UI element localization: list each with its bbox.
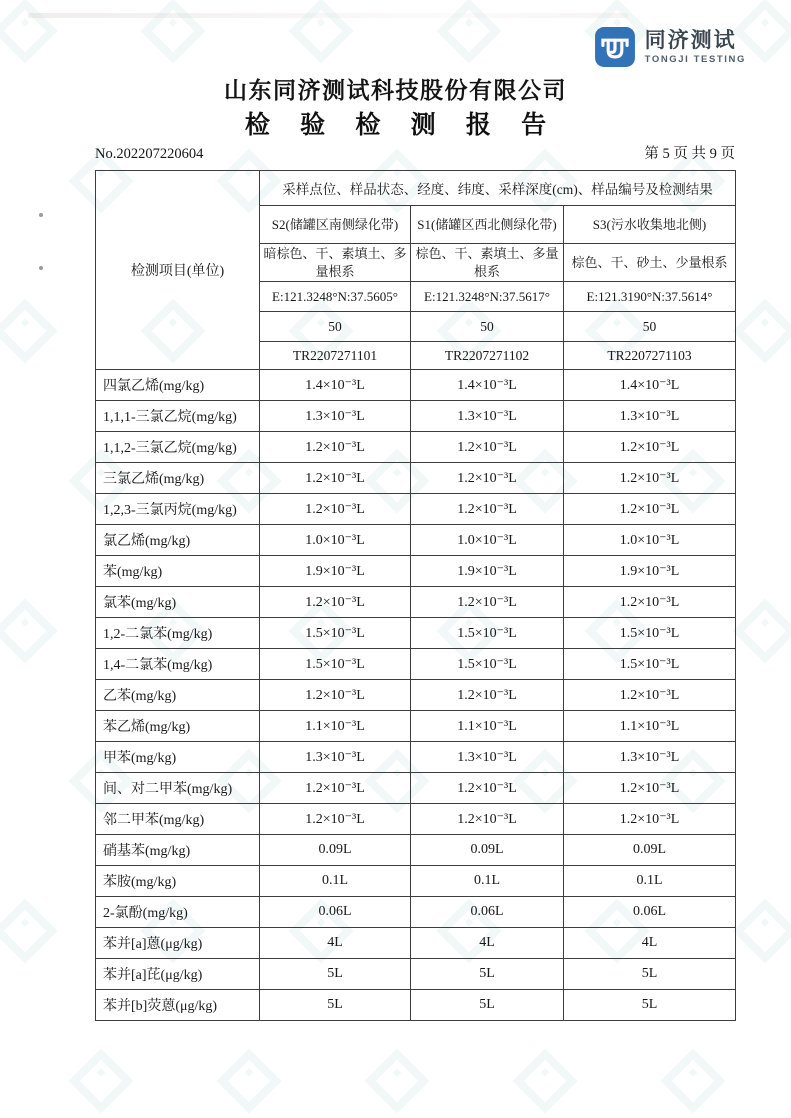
result-value: 0.06L	[411, 897, 564, 928]
analyte-label: 邻二甲苯(mg/kg)	[96, 804, 260, 835]
sample-id-s2: TR2207271101	[260, 342, 411, 370]
result-value: 1.0×10⁻³L	[564, 525, 736, 556]
result-value: 4L	[564, 928, 736, 959]
watermark-diamond	[732, 598, 791, 663]
site-header-s3: S3(污水收集地北侧)	[564, 206, 736, 244]
result-value: 1.2×10⁻³L	[411, 804, 564, 835]
result-value: 1.2×10⁻³L	[564, 680, 736, 711]
result-value: 4L	[411, 928, 564, 959]
page-indicator: 第 5 页 共 9 页	[644, 146, 735, 162]
result-value: 1.2×10⁻³L	[411, 432, 564, 463]
watermark-diamond	[0, 598, 58, 663]
result-value: 1.3×10⁻³L	[564, 742, 736, 773]
sample-state-s1: 棕色、干、素填土、多量根系	[411, 244, 564, 282]
result-value: 1.2×10⁻³L	[260, 773, 411, 804]
result-value: 1.3×10⁻³L	[411, 401, 564, 432]
table-row	[96, 680, 736, 711]
table-row	[96, 649, 736, 680]
analyte-label: 氯苯(mg/kg)	[96, 587, 260, 618]
result-value: 0.06L	[564, 897, 736, 928]
result-value: 1.2×10⁻³L	[564, 432, 736, 463]
result-value: 1.5×10⁻³L	[564, 649, 736, 680]
analyte-label: 1,2-二氯苯(mg/kg)	[96, 618, 260, 649]
result-value: 5L	[564, 990, 736, 1021]
result-value: 5L	[411, 959, 564, 990]
sample-id-s1: TR2207271102	[411, 342, 564, 370]
analyte-label: 苯胺(mg/kg)	[96, 866, 260, 897]
result-value: 1.0×10⁻³L	[260, 525, 411, 556]
analyte-label: 苯并[b]荧蒽(μg/kg)	[96, 990, 260, 1021]
logo	[594, 26, 746, 68]
table-header-block	[96, 171, 736, 370]
scan-artifact-dot	[39, 213, 43, 217]
sample-id-s3: TR2207271103	[564, 342, 736, 370]
result-value: 5L	[260, 990, 411, 1021]
analyte-label: 三氯乙烯(mg/kg)	[96, 463, 260, 494]
watermark-diamond	[0, 298, 58, 363]
table-row	[96, 401, 736, 432]
result-value: 0.06L	[260, 897, 411, 928]
analyte-label: 间、对二甲苯(mg/kg)	[96, 773, 260, 804]
scan-artifact-dot	[39, 266, 43, 270]
analyte-label: 苯并[a]蒽(μg/kg)	[96, 928, 260, 959]
watermark-diamond	[68, 1048, 133, 1113]
logo-cn-label: 同济测试	[644, 28, 737, 52]
result-value: 0.1L	[411, 866, 564, 897]
analyte-label: 苯乙烯(mg/kg)	[96, 711, 260, 742]
result-value: 0.09L	[260, 835, 411, 866]
site-header-s2: S2(储罐区南侧绿化带)	[260, 206, 411, 244]
analyte-label: 甲苯(mg/kg)	[96, 742, 260, 773]
result-value: 0.09L	[411, 835, 564, 866]
analyte-label: 1,1,2-三氯乙烷(mg/kg)	[96, 432, 260, 463]
depth-s2: 50	[260, 312, 411, 342]
result-value: 1.2×10⁻³L	[564, 463, 736, 494]
result-value: 1.4×10⁻³L	[564, 370, 736, 401]
watermark-diamond	[436, 0, 501, 64]
items-column-header: 检测项目(单位)	[96, 171, 260, 370]
analyte-label: 苯并[a]芘(μg/kg)	[96, 959, 260, 990]
analyte-label: 2-氯酚(mg/kg)	[96, 897, 260, 928]
analyte-label: 四氯乙烯(mg/kg)	[96, 370, 260, 401]
analyte-label: 氯乙烯(mg/kg)	[96, 525, 260, 556]
tongji-logo-icon	[594, 26, 636, 68]
results-body	[96, 370, 736, 1021]
logo-en-label: TONGJI TESTING	[644, 53, 746, 65]
result-value: 1.2×10⁻³L	[260, 587, 411, 618]
result-value: 1.2×10⁻³L	[411, 494, 564, 525]
result-value: 1.2×10⁻³L	[564, 587, 736, 618]
sample-state-s3: 棕色、干、砂土、少量根系	[564, 244, 736, 282]
result-value: 1.3×10⁻³L	[260, 742, 411, 773]
result-value: 1.5×10⁻³L	[564, 618, 736, 649]
result-value: 1.4×10⁻³L	[411, 370, 564, 401]
analyte-label: 乙苯(mg/kg)	[96, 680, 260, 711]
table-row	[96, 835, 736, 866]
result-value: 0.1L	[564, 866, 736, 897]
result-value: 5L	[260, 959, 411, 990]
result-value: 1.5×10⁻³L	[260, 649, 411, 680]
table-row	[96, 432, 736, 463]
table-row	[96, 959, 736, 990]
watermark-diamond	[216, 1048, 281, 1113]
watermark-diamond	[732, 298, 791, 363]
analyte-label: 1,2,3-三氯丙烷(mg/kg)	[96, 494, 260, 525]
watermark-diamond	[512, 1048, 577, 1113]
table-row	[96, 773, 736, 804]
table-row	[96, 463, 736, 494]
scan-artifact-strip	[28, 13, 628, 18]
result-value: 1.4×10⁻³L	[260, 370, 411, 401]
result-value: 1.2×10⁻³L	[411, 463, 564, 494]
depth-s3: 50	[564, 312, 736, 342]
watermark-diamond	[364, 1048, 429, 1113]
watermark-diamond	[0, 898, 58, 963]
table-row	[96, 556, 736, 587]
watermark-diamond	[0, 0, 58, 64]
result-value: 5L	[564, 959, 736, 990]
analyte-label: 硝基苯(mg/kg)	[96, 835, 260, 866]
result-value: 1.5×10⁻³L	[411, 618, 564, 649]
result-value: 1.3×10⁻³L	[411, 742, 564, 773]
result-value: 0.1L	[260, 866, 411, 897]
result-value: 1.5×10⁻³L	[260, 618, 411, 649]
table-row	[96, 897, 736, 928]
result-value: 1.9×10⁻³L	[260, 556, 411, 587]
report-number: No.202207220604	[95, 146, 204, 162]
watermark-diamond	[140, 0, 205, 64]
result-value: 1.2×10⁻³L	[260, 494, 411, 525]
company-title: 山东同济测试科技股份有限公司	[224, 78, 567, 103]
result-value: 1.2×10⁻³L	[260, 432, 411, 463]
result-value: 1.2×10⁻³L	[260, 680, 411, 711]
sample-state-s2: 暗棕色、干、素填土、多量根系	[260, 244, 411, 282]
analyte-label: 苯(mg/kg)	[96, 556, 260, 587]
table-row	[96, 525, 736, 556]
table-row	[96, 990, 736, 1021]
watermark-diamond	[288, 0, 353, 64]
result-value: 1.0×10⁻³L	[411, 525, 564, 556]
watermark-diamond	[732, 898, 791, 963]
table-row	[96, 866, 736, 897]
result-value: 5L	[411, 990, 564, 1021]
result-value: 1.1×10⁻³L	[411, 711, 564, 742]
result-value: 1.5×10⁻³L	[411, 649, 564, 680]
table-row	[96, 711, 736, 742]
report-title: 检 验 检 测 报 告	[244, 112, 559, 139]
coordinates-s3: E:121.3190°N:37.5614°	[564, 282, 736, 312]
result-value: 1.1×10⁻³L	[260, 711, 411, 742]
result-value: 1.2×10⁻³L	[564, 494, 736, 525]
site-header-s1: S1(储罐区西北侧绿化带)	[411, 206, 564, 244]
table-row	[96, 804, 736, 835]
result-value: 1.2×10⁻³L	[411, 587, 564, 618]
table-row	[96, 370, 736, 401]
result-value: 1.2×10⁻³L	[260, 463, 411, 494]
result-value: 1.2×10⁻³L	[411, 680, 564, 711]
table-row	[96, 587, 736, 618]
coordinates-s2: E:121.3248°N:37.5605°	[260, 282, 411, 312]
result-value: 1.2×10⁻³L	[260, 804, 411, 835]
table-row	[96, 928, 736, 959]
table-row	[96, 618, 736, 649]
result-value: 1.3×10⁻³L	[260, 401, 411, 432]
result-value: 1.2×10⁻³L	[564, 773, 736, 804]
depth-s1: 50	[411, 312, 564, 342]
span-header: 采样点位、样品状态、经度、纬度、采样深度(cm)、样品编号及检测结果	[260, 171, 736, 206]
report-meta	[95, 142, 735, 163]
result-value: 1.3×10⁻³L	[564, 401, 736, 432]
watermark-diamond	[660, 1048, 725, 1113]
logo-text	[645, 30, 746, 65]
table-row	[96, 494, 736, 525]
result-value: 1.9×10⁻³L	[564, 556, 736, 587]
result-value: 1.1×10⁻³L	[564, 711, 736, 742]
result-value: 1.2×10⁻³L	[411, 773, 564, 804]
table-row	[96, 742, 736, 773]
result-value: 1.9×10⁻³L	[411, 556, 564, 587]
analyte-label: 1,4-二氯苯(mg/kg)	[96, 649, 260, 680]
result-value: 1.2×10⁻³L	[564, 804, 736, 835]
result-value: 0.09L	[564, 835, 736, 866]
analyte-label: 1,1,1-三氯乙烷(mg/kg)	[96, 401, 260, 432]
results-table	[95, 170, 736, 1021]
result-value: 4L	[260, 928, 411, 959]
coordinates-s1: E:121.3248°N:37.5617°	[411, 282, 564, 312]
